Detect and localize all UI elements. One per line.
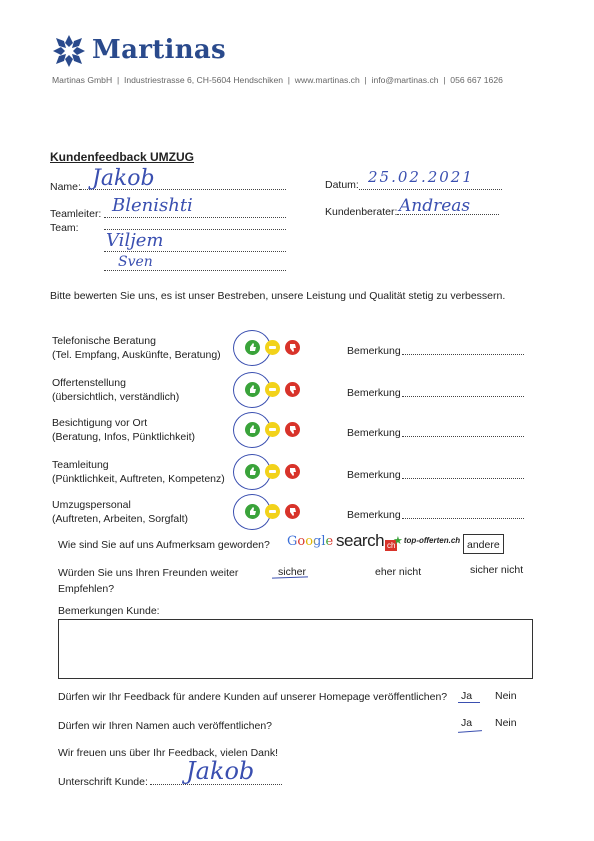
search-logo: search: [336, 531, 385, 550]
team-value-1: Viljem: [106, 230, 164, 251]
remark-label: Bemerkung: [347, 345, 401, 357]
publish-no[interactable]: Nein: [495, 690, 517, 702]
company-name: Martinas: [92, 35, 226, 65]
name-question: Dürfen wir Ihren Namen auch veröffentlichen?: [58, 720, 273, 732]
remark-line[interactable]: [402, 518, 524, 519]
rating-title: Teamleitung: [52, 459, 109, 471]
remark-line[interactable]: [402, 436, 524, 437]
rating-detail: (Tel. Empfang, Auskünfte, Beratung): [52, 349, 221, 361]
neutral-icon[interactable]: [265, 422, 280, 437]
rating-title: Besichtigung vor Ort: [52, 417, 148, 429]
datum-label: Datum:: [325, 179, 359, 191]
publish-question: Dürfen wir Ihr Feedback für andere Kunden auf unserer Homepage veröffentlichen?: [58, 691, 448, 703]
remark-line[interactable]: [402, 354, 524, 355]
name-value: Jakob: [92, 166, 155, 191]
name-publish-no[interactable]: Nein: [495, 717, 517, 729]
remark-label: Bemerkung: [347, 387, 401, 399]
team-line-2: [104, 251, 286, 252]
form-title: Kundenfeedback UMZUG: [50, 150, 195, 164]
logo: [52, 34, 86, 68]
thumbs-down-icon[interactable]: [285, 340, 300, 355]
neutral-icon[interactable]: [265, 504, 280, 519]
publish-yes-mark: [458, 702, 480, 703]
publish-yes[interactable]: Ja: [461, 690, 473, 702]
neutral-icon[interactable]: [265, 382, 280, 397]
source-other-box[interactable]: [463, 534, 504, 554]
datum-value: 25.02.2021: [368, 168, 474, 186]
name-publish-yes-mark: [458, 730, 482, 733]
thanks-text: Wir freuen uns über Ihr Feedback, vielen Dank!: [58, 747, 279, 759]
remark-label: Bemerkung: [347, 427, 401, 439]
remark-label: Bemerkung: [347, 509, 401, 521]
rating-detail: (Pünktlichkeit, Auftreten, Kompetenz): [52, 473, 225, 485]
teamleiter-value: Blenishti: [112, 195, 193, 216]
rating-detail: (Auftreten, Arbeiten, Sorgfalt): [52, 513, 188, 525]
remark-label: Bemerkung: [347, 469, 401, 481]
google-logo: Google: [287, 534, 334, 549]
thumbs-down-icon[interactable]: [285, 464, 300, 479]
customer-remarks-box[interactable]: [58, 619, 533, 679]
rating-detail: (Beratung, Infos, Pünktlichkeit): [52, 431, 195, 443]
source-question: Wie sind Sie auf uns Aufmerksam geworden?: [58, 539, 270, 551]
datum-line: [359, 189, 502, 190]
thumbs-down-icon[interactable]: [285, 422, 300, 437]
intro-text: Bitte bewerten Sie uns, es ist unser Bestreben, unsere Leistung und Qualität stetig zu verbessern.: [50, 290, 506, 302]
kundenberater-value: Andreas: [399, 196, 471, 216]
rating-title: Offertenstellung: [52, 377, 126, 389]
source-other-label: andere: [467, 539, 500, 551]
name-publish-yes[interactable]: Ja: [461, 717, 473, 729]
recommend-option-sicher-nicht[interactable]: sicher nicht: [470, 564, 524, 576]
source-google[interactable]: [287, 534, 333, 549]
address-line: Martinas GmbH | Industriestrasse 6, CH-5604 Hendschiken | www.martinas.ch | info@martinas.ch | 056 667 1626: [52, 75, 503, 85]
kundenberater-label: Kundenberater:: [325, 206, 398, 218]
name-label: Name:: [50, 181, 81, 193]
source-search[interactable]: [336, 531, 397, 551]
rating-title: Telefonische Beratung: [52, 335, 156, 347]
team-line-3: [104, 270, 286, 271]
team-value-2: Sven: [118, 254, 153, 270]
customer-remarks-label: Bemerkungen Kunde:: [58, 605, 160, 617]
source-topofferten[interactable]: [393, 534, 460, 547]
rating-detail: (übersichtlich, verständlich): [52, 391, 180, 403]
recommend-question-1: Würden Sie uns Ihren Freunden weiter: [58, 567, 239, 579]
neutral-icon[interactable]: [265, 340, 280, 355]
thumbs-down-icon[interactable]: [285, 504, 300, 519]
recommend-option-sicher[interactable]: sicher: [278, 566, 307, 578]
remark-line[interactable]: [402, 478, 524, 479]
recommend-option-eher-nicht[interactable]: eher nicht: [375, 566, 422, 578]
team-label: Team:: [50, 222, 79, 234]
topofferten-logo: top-offerten.ch: [403, 536, 461, 545]
star-icon: ★: [393, 535, 403, 547]
recommend-question-2: Empfehlen?: [58, 583, 115, 595]
search-ch-badge: ch: [387, 541, 396, 550]
remark-line[interactable]: [402, 396, 524, 397]
rating-title: Umzugspersonal: [52, 499, 131, 511]
thumbs-down-icon[interactable]: [285, 382, 300, 397]
logo-icon: [52, 34, 86, 68]
signature-value: Jakob: [186, 757, 255, 785]
teamleiter-label: Teamleiter:: [50, 208, 102, 220]
teamleiter-line: [104, 217, 286, 218]
signature-label: Unterschrift Kunde:: [58, 776, 148, 788]
neutral-icon[interactable]: [265, 464, 280, 479]
